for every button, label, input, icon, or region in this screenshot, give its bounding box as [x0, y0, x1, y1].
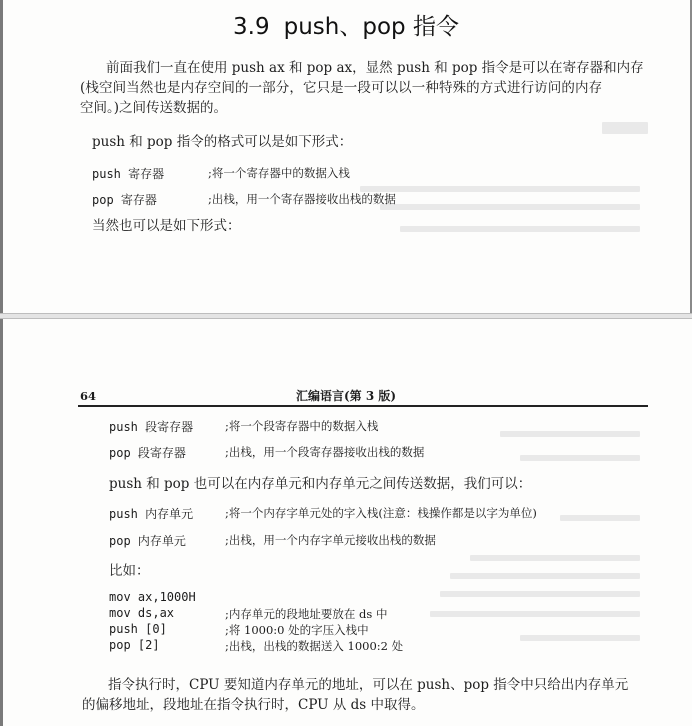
- instruction-code: push 段寄存器: [109, 420, 194, 434]
- instruction-code: push 内存单元: [109, 507, 194, 521]
- code-text: mov ds,ax: [109, 606, 175, 620]
- instruction-code: pop 内存单元: [109, 534, 186, 548]
- code-line: [109, 590, 196, 606]
- memory-form-push: [109, 505, 537, 522]
- instruction-comment: ;出栈，用一个寄存器接收出栈的数据: [208, 192, 396, 206]
- bleed-through: [430, 611, 640, 617]
- intro-line: (栈空间当然也是内存空间的一部分，它只是一段可以以一种特殊的方式进行访问的内存: [80, 80, 603, 96]
- bleed-through: [440, 591, 640, 597]
- instruction-code: push 寄存器: [92, 167, 165, 181]
- page-edge-left: [0, 0, 3, 313]
- section-number: 3.9: [233, 14, 270, 40]
- code-text: mov ax,1000H: [109, 590, 196, 604]
- bleed-through: [560, 515, 640, 521]
- section-title-text: push、pop 指令: [283, 14, 459, 40]
- memory-form-pop: [109, 532, 436, 549]
- page-bottom: [0, 319, 692, 726]
- header-rule: [78, 405, 648, 407]
- instruction-comment: ;出栈，用一个内存字单元接收出栈的数据: [225, 533, 436, 547]
- running-header-title: 汇编语言(第 3 版): [295, 389, 397, 403]
- intro-line: 空间。)之间传送数据的。: [80, 100, 228, 116]
- section-title: [0, 8, 692, 41]
- code-line: [109, 622, 369, 638]
- code-text: push [0]: [109, 622, 167, 636]
- bleed-through: [470, 555, 640, 561]
- code-comment: ;出栈，出栈的数据送入 1000:2 处: [225, 639, 404, 653]
- instruction-code: pop 段寄存器: [109, 446, 186, 460]
- example-label: 比如：: [109, 563, 150, 579]
- code-line: [109, 638, 404, 654]
- intro-line: 前面我们一直在使用 push ax 和 pop ax，显然 push 和 pop 指令是可以在寄存器和内存: [106, 60, 644, 76]
- segment-form-pop: [109, 444, 425, 461]
- bleed-through: [450, 573, 640, 579]
- bleed-through: [360, 186, 640, 192]
- code-line: [109, 606, 388, 622]
- code-comment: ;内存单元的段地址要放在 ds 中: [225, 607, 388, 621]
- example-code-block: [109, 590, 404, 654]
- page-edge-left: [0, 319, 3, 726]
- page-top: [0, 0, 692, 313]
- code-comment: ;将 1000:0 处的字压入栈中: [225, 623, 369, 637]
- code-text: pop [2]: [109, 638, 160, 652]
- page-number: 64: [80, 389, 97, 403]
- instruction-comment: ;出栈，用一个段寄存器接收出栈的数据: [225, 445, 425, 459]
- register-form-push: [92, 165, 350, 182]
- bleed-through: [500, 431, 640, 437]
- format-intro: push 和 pop 指令的格式可以是如下形式：: [92, 134, 353, 150]
- intro-paragraph: [80, 58, 644, 118]
- also-intro: 当然也可以是如下形式：: [92, 218, 241, 234]
- bleed-through: [400, 226, 640, 232]
- segment-form-push: [109, 418, 379, 435]
- instruction-code: pop 寄存器: [92, 193, 157, 207]
- bleed-through: [520, 635, 640, 641]
- closing-line: 的偏移地址，段地址在指令执行时，CPU 从 ds 中取得。: [82, 697, 425, 713]
- memory-intro: push 和 pop 也可以在内存单元和内存单元之间传送数据，我们可以：: [109, 476, 532, 492]
- register-form-pop: [92, 191, 396, 208]
- bleed-through: [602, 122, 648, 134]
- closing-paragraph: [82, 675, 628, 715]
- instruction-comment: ;将一个段寄存器中的数据入栈: [225, 419, 379, 433]
- instruction-comment: ;将一个内存字单元处的字入栈(注意：栈操作都是以字为单位): [225, 506, 537, 520]
- instruction-comment: ;将一个寄存器中的数据入栈: [208, 166, 350, 180]
- bleed-through: [380, 204, 640, 210]
- bleed-through: [520, 455, 640, 461]
- closing-line: 指令执行时，CPU 要知道内存单元的地址，可以在 push、pop 指令中只给出内存单元: [108, 677, 629, 693]
